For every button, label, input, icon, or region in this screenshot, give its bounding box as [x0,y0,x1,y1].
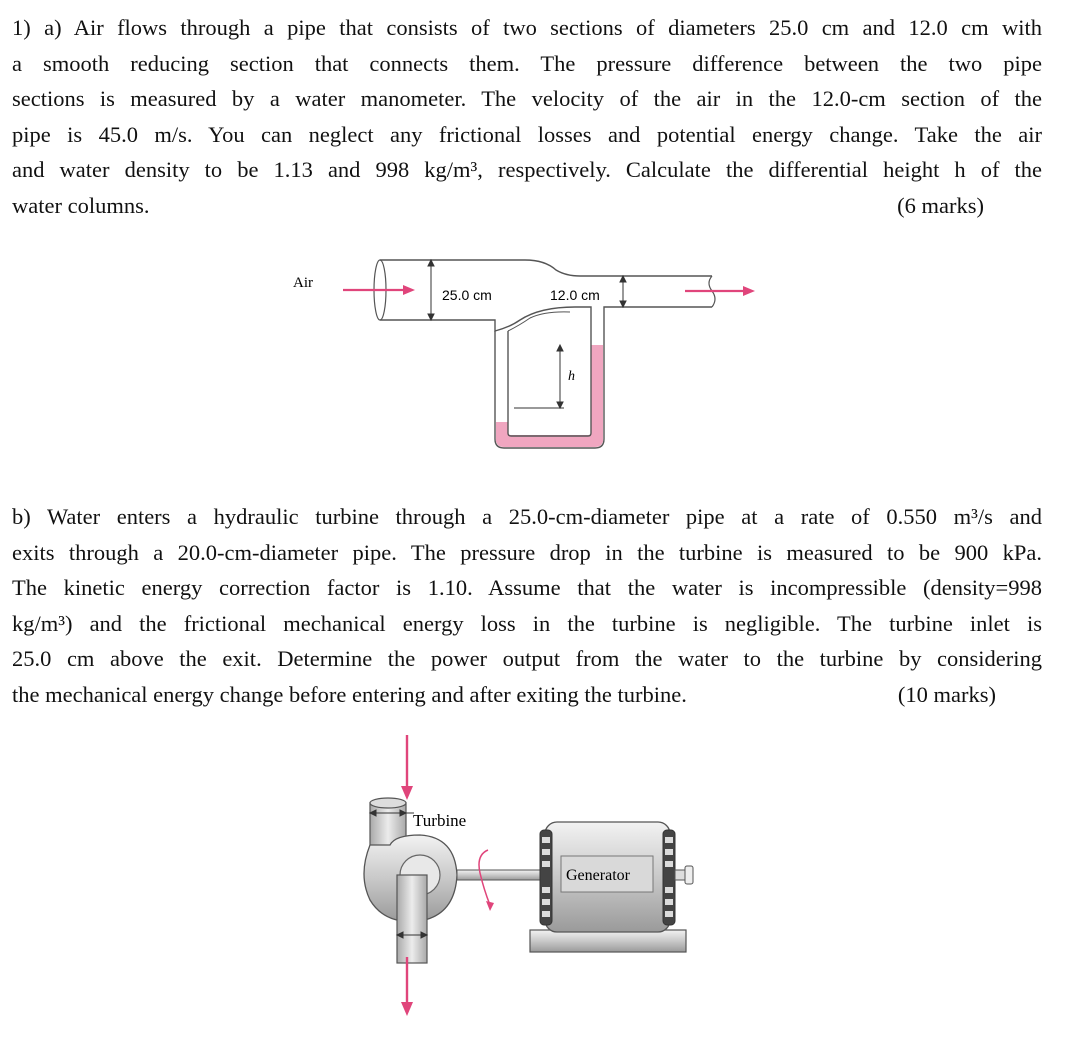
question-1-text [12,10,1042,224]
figure-turbine-generator [0,725,1068,1040]
h-label: h [568,369,575,384]
q1-line-2: a smooth reducing section that connects them. The pressure difference between the two pipe [12,50,1042,76]
d2-dimension-line [620,276,626,307]
turbine-outlet-pipe [397,875,427,963]
q1-line-6: water columns. [12,192,150,218]
q2-line-2: exits through a 20.0-cm-diameter pipe. The pressure drop in the turbine is measured to be 900 kPa. [12,539,1042,565]
q2-line-5: 25.0 cm above the exit. Determine the power output from the water to the turbine by considering [12,646,1042,672]
generator-end-cap-left [540,830,552,925]
generator-base [530,930,686,952]
q1-line-4: pipe is 45.0 m/s. You can neglect any frictional losses and potential energy change. Take the air [12,121,1042,147]
q1-last-row [12,188,1042,224]
d1-label: 25.0 cm [442,287,492,303]
h-dimension-line [514,345,564,408]
generator-label: Generator [566,867,630,884]
generator-output-shaft [675,870,685,880]
q1-marks: (6 marks) [897,192,984,218]
manometer-water [496,345,603,447]
q1-line-5: and water density to be 1.13 and 998 kg/m³, respectively. Calculate the differential height h of the [12,157,1042,183]
shaft [457,870,542,880]
air-label: Air [293,275,313,291]
manometer-outer [495,320,604,448]
q1-line-3: sections is measured by a water manometer. The velocity of the air in the 12.0-cm section of the [12,86,1042,112]
q2-line-4: kg/m³) and the frictional mechanical energy loss in the turbine is negligible. The turbine inlet is [12,610,1042,636]
manometer-inner [508,320,591,436]
q1-line-1: 1) a) Air flows through a pipe that consists of two sections of diameters 25.0 cm and 12.0 cm with [12,15,1042,40]
d1-dimension-line [428,260,434,320]
pipe-bottom-edge [380,307,712,331]
question-2-text [12,499,1042,713]
q2-line-6: the mechanical energy change before entering and after exiting the turbine. [12,681,687,707]
q2-line-3: The kinetic energy correction factor is 1.10. Assume that the water is incompressible (density=998 [12,575,1042,601]
q2-line-1: b) Water enters a hydraulic turbine through a 25.0-cm-diameter pipe at a rate of 0.550 m³/s and [12,504,1042,529]
turbine-label: Turbine [413,811,467,830]
d2-label: 12.0 cm [550,287,600,303]
q2-last-row [12,677,1042,713]
generator-end-cap-right [663,830,675,925]
q2-marks: (10 marks) [897,681,996,707]
figure-air-pipe-manometer [0,235,1068,465]
